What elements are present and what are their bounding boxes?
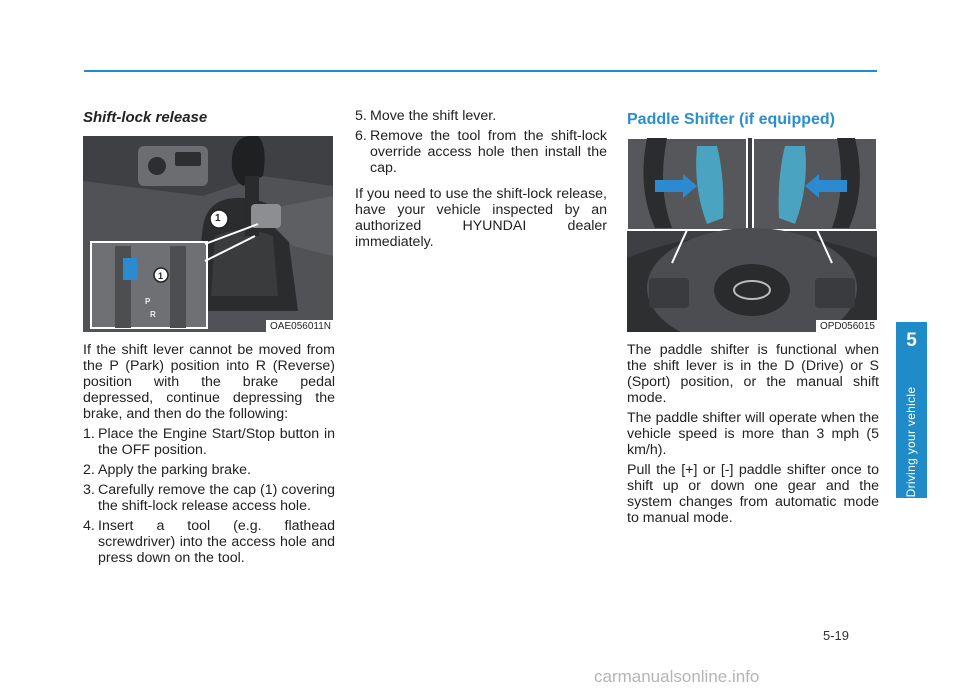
chapter-label: Driving your vehicle bbox=[904, 386, 918, 498]
shift-lock-subheading: Shift-lock release bbox=[83, 109, 208, 126]
list-item: 3. Carefully remove the cap (1) covering the shift-lock release access hole. bbox=[83, 482, 335, 514]
right-column bbox=[627, 108, 879, 530]
chapter-number: 5 bbox=[906, 330, 917, 351]
paddle-shifter-illustration bbox=[627, 138, 877, 332]
paddle-paragraph: Pull the [+] or [-] paddle shifter once to shift up or down one gear and the system changes from automatic mode to manual mode. bbox=[627, 462, 879, 526]
figure-code: OPD056015 bbox=[816, 320, 877, 332]
figure-code: OAE056011N bbox=[266, 320, 333, 332]
paddle-shifter-figure bbox=[627, 138, 877, 332]
page-number: 5-19 bbox=[823, 628, 850, 643]
chapter-tab bbox=[896, 322, 927, 498]
figure-callout-1: 1 bbox=[215, 213, 221, 224]
shift-lock-intro: If the shift lever cannot be moved from the P (Park) position into R (Reverse) position with the brake pedal depressed, continue depressing the brake, and then do the following: bbox=[83, 342, 335, 422]
paddle-paragraph: The paddle shifter is functional when the shift lever is in the D (Drive) or S (Sport) position, or the manual shift mode. bbox=[627, 342, 879, 406]
middle-column bbox=[355, 108, 607, 254]
paddle-shifter-heading: Paddle Shifter (if equipped) bbox=[627, 111, 836, 128]
list-item: 5. Move the shift lever. bbox=[355, 108, 497, 124]
gear-letter-r: R bbox=[150, 310, 156, 319]
watermark: carmanualsonline.info bbox=[594, 667, 760, 686]
dealer-note: If you need to use the shift-lock release, have your vehicle inspected by an authorized HYUNDAI dealer immediately. bbox=[355, 186, 607, 250]
left-column bbox=[83, 108, 335, 570]
shift-lever-illustration bbox=[83, 136, 333, 332]
list-item: 1. Place the Engine Start/Stop button in the OFF position. bbox=[83, 426, 335, 458]
gear-letter-p: P bbox=[145, 297, 151, 306]
shift-lock-figure bbox=[83, 136, 333, 332]
shift-lock-steps bbox=[83, 426, 335, 566]
top-rule bbox=[84, 70, 877, 72]
list-item: 4. Insert a tool (e.g. flathead screwdriver) into the access hole and press down on the tool. bbox=[83, 518, 335, 566]
shift-lock-steps-continued bbox=[355, 108, 607, 176]
figure-callout-1-inset: 1 bbox=[158, 271, 164, 281]
list-item: 2. Apply the parking brake. bbox=[83, 462, 252, 478]
list-item: 6. Remove the tool from the shift-lock override access hole then install the cap. bbox=[355, 128, 607, 176]
paddle-paragraph: The paddle shifter will operate when the vehicle speed is more than 3 mph (5 km/h). bbox=[627, 410, 879, 458]
